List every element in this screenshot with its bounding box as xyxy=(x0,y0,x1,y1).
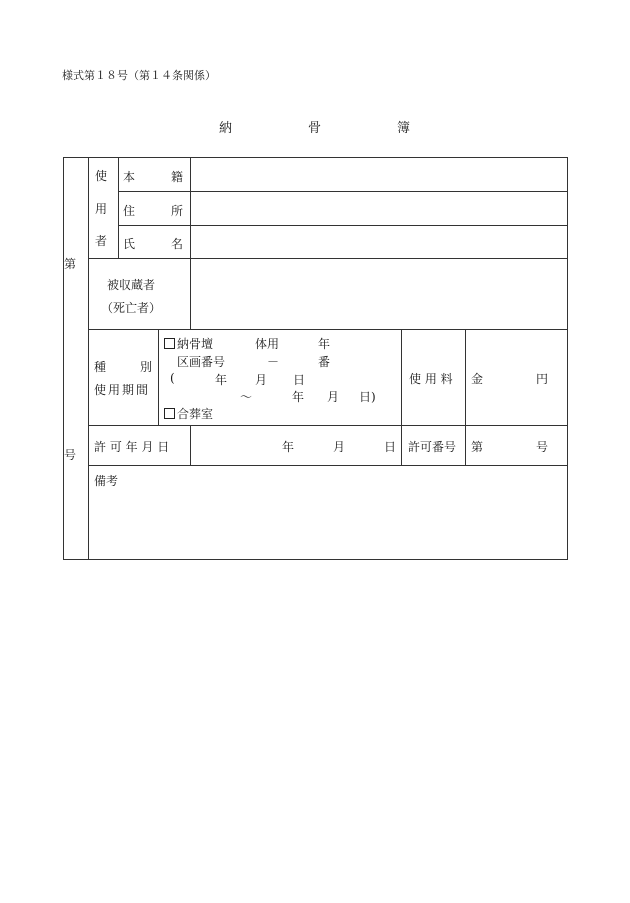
title-char-2: 骨 xyxy=(308,121,322,136)
rule xyxy=(401,329,402,465)
unit-tai: 体用 xyxy=(255,337,280,351)
kukaku-dash: － xyxy=(267,355,280,369)
rule xyxy=(567,157,568,560)
rule xyxy=(88,465,568,466)
period-month2: 月 xyxy=(327,390,340,404)
type-label-b: 別 xyxy=(140,360,153,374)
rule xyxy=(88,258,568,259)
rule xyxy=(88,425,568,426)
checkbox-icon xyxy=(164,338,175,349)
rule xyxy=(88,157,89,560)
side-label-top: 第 xyxy=(64,257,77,271)
rule xyxy=(63,157,64,560)
permit-dai: 第 xyxy=(471,440,484,454)
option-gassoshitsu-label: 合葬室 xyxy=(177,407,214,421)
rule xyxy=(465,329,466,465)
rule xyxy=(118,225,568,226)
period-year1: 年 xyxy=(215,373,228,387)
honseki-label-b: 籍 xyxy=(171,170,184,184)
kukaku-label: 区画番号 xyxy=(177,355,226,369)
user-label-char-1: 使 xyxy=(95,169,108,183)
period-day1: 日 xyxy=(293,373,306,387)
remarks-label: 備考 xyxy=(94,474,119,488)
title-char-1: 納 xyxy=(219,121,233,136)
user-label-char-2: 用 xyxy=(95,202,108,216)
permit-month: 月 xyxy=(333,440,346,454)
rule xyxy=(118,191,568,192)
rule xyxy=(63,157,568,158)
rule xyxy=(158,329,159,425)
title-char-3: 簿 xyxy=(397,121,411,136)
permit-number-label: 許可番号 xyxy=(408,440,457,454)
period-day2: 日) xyxy=(359,390,376,404)
deceased-label-line1: 被収蔵者 xyxy=(107,278,156,292)
period-open-paren: ( xyxy=(170,371,175,385)
form-number: 様式第１８号（第１４条関係） xyxy=(62,69,216,82)
fee-prefix: 金 xyxy=(471,372,484,386)
unit-nen: 年 xyxy=(318,337,331,351)
permit-go: 号 xyxy=(536,440,549,454)
rule xyxy=(118,157,119,258)
honseki-label-a: 本 xyxy=(123,170,136,184)
type-label-a: 種 xyxy=(94,360,107,374)
period-label: 使用期間 xyxy=(94,383,151,397)
permit-year: 年 xyxy=(282,440,295,454)
deceased-label-line2: （死亡者） xyxy=(101,301,162,315)
fee-label: 使 用 料 xyxy=(409,372,453,386)
period-tilde: ～ xyxy=(240,390,253,404)
rule xyxy=(190,157,191,329)
option-nokotsudan-label: 納骨壇 xyxy=(177,337,214,351)
permit-date-label: 許 可 年 月 日 xyxy=(94,440,170,454)
user-label-char-3: 者 xyxy=(95,234,108,248)
jusho-label-a: 住 xyxy=(123,204,136,218)
checkbox-icon xyxy=(164,408,175,419)
shimei-label-a: 氏 xyxy=(123,237,136,251)
option-gassoshitsu xyxy=(164,405,213,422)
permit-day: 日 xyxy=(384,440,397,454)
period-year2: 年 xyxy=(292,390,305,404)
rule xyxy=(88,329,568,330)
period-month1: 月 xyxy=(255,373,268,387)
side-label-bottom: 号 xyxy=(64,448,77,462)
rule xyxy=(190,425,191,465)
kukaku-ban: 番 xyxy=(318,355,331,369)
jusho-label-b: 所 xyxy=(171,204,184,218)
shimei-label-b: 名 xyxy=(171,237,184,251)
option-nokotsudan xyxy=(164,335,213,352)
fee-suffix: 円 xyxy=(536,372,549,386)
rule xyxy=(63,559,568,560)
